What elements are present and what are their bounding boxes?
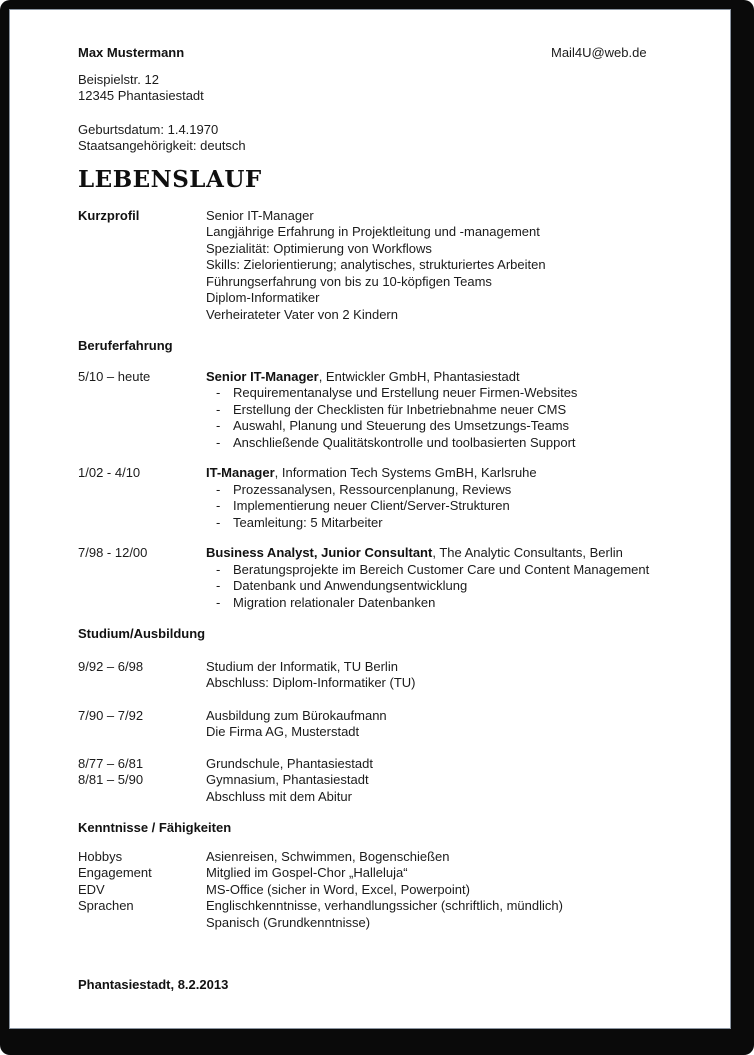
skill-row bbox=[78, 898, 690, 931]
education-period: 7/90 – 7/92 bbox=[78, 707, 144, 723]
nationality: Staatsangehörigkeit: deutsch bbox=[78, 138, 246, 153]
job-title-line bbox=[206, 545, 690, 562]
education-line: Abschluss mit dem Abitur bbox=[206, 788, 352, 804]
job-period: 5/10 – heute bbox=[78, 368, 151, 384]
dash-bullet-icon: - bbox=[216, 578, 221, 593]
skill-value-line: Englischkenntnisse, verhandlungssicher (schriftlich, mündlich) bbox=[206, 898, 563, 913]
education-entry bbox=[78, 772, 690, 805]
kurzprofil-line: Skills: Zielorientierung; analytisches, strukturiertes Arbeiten bbox=[206, 257, 546, 272]
job-period: 7/98 - 12/00 bbox=[78, 545, 148, 560]
email-address: Mail4U@web.de bbox=[551, 45, 647, 60]
job-bullet bbox=[206, 595, 690, 612]
education-period: 9/92 – 6/98 bbox=[78, 658, 144, 674]
skill-label: Hobbys bbox=[78, 848, 123, 864]
skills-block bbox=[78, 849, 690, 932]
address-block bbox=[78, 72, 690, 105]
person-name: Max Mustermann bbox=[78, 45, 185, 60]
job-company: , The Analytic Consultants, Berlin bbox=[432, 545, 623, 560]
job-bullet-text: Requirementanalyse und Erstellung neuer Firmen-Websites bbox=[233, 385, 578, 400]
resume-page bbox=[9, 9, 731, 1029]
job-entry bbox=[78, 465, 690, 531]
job-bullet-text: Auswahl, Planung und Steuerung des Umsetzungs-Teams bbox=[233, 418, 570, 433]
skill-label: Sprachen bbox=[78, 898, 134, 913]
job-bullet-text: Prozessanalysen, Ressourcenplanung, Reviews bbox=[233, 481, 512, 497]
kurzprofil-label: Kurzprofil bbox=[78, 207, 140, 223]
job-company: , Information Tech Systems GmBH, Karlsruhe bbox=[274, 465, 537, 480]
kurzprofil-line: Langjährige Erfahrung in Projektleitung und -management bbox=[206, 224, 540, 239]
job-bullet-text: Implementierung neuer Client/Server-Strukturen bbox=[233, 498, 510, 513]
document-title: LEBENSLAUF bbox=[78, 165, 262, 193]
job-company: , Entwickler GmbH, Phantasiestadt bbox=[318, 368, 520, 384]
job-content bbox=[206, 545, 690, 611]
education-entry bbox=[78, 659, 690, 692]
signature-line: Phantasiestadt, 8.2.2013 bbox=[78, 977, 229, 992]
job-title-line bbox=[206, 465, 690, 482]
education-line: Abschluss: Diplom-Informatiker (TU) bbox=[206, 675, 416, 690]
education-line: Gymnasium, Phantasiestadt bbox=[206, 772, 369, 787]
job-bullet bbox=[206, 498, 690, 515]
skill-value-line: Spanisch (Grundkenntnisse) bbox=[206, 914, 371, 930]
kurzprofil-line: Verheirateter Vater von 2 Kindern bbox=[206, 306, 398, 322]
skill-row bbox=[78, 849, 690, 866]
dash-bullet-icon: - bbox=[216, 561, 221, 577]
job-bullet bbox=[206, 418, 690, 435]
job-bullet-text: Erstellung der Checklisten für Inbetriebnahme neuer CMS bbox=[233, 401, 567, 417]
job-role: Senior IT-Manager bbox=[206, 368, 319, 384]
page-content bbox=[10, 10, 730, 994]
education-line: Grundschule, Phantasiestadt bbox=[206, 755, 373, 771]
section-heading-kenntnisse: Kenntnisse / Fähigkeiten bbox=[78, 820, 232, 835]
job-role: IT-Manager bbox=[206, 465, 275, 480]
skill-label: EDV bbox=[78, 881, 105, 897]
birthdate: Geburtsdatum: 1.4.1970 bbox=[78, 121, 219, 137]
job-bullet-text: Migration relationaler Datenbanken bbox=[233, 594, 436, 610]
personal-data-block bbox=[78, 122, 690, 155]
dash-bullet-icon: - bbox=[216, 481, 221, 497]
dash-bullet-icon: - bbox=[216, 401, 221, 417]
job-bullet bbox=[206, 435, 690, 452]
skill-label: Engagement bbox=[78, 865, 152, 880]
education-line: Studium der Informatik, TU Berlin bbox=[206, 658, 398, 674]
dash-bullet-icon: - bbox=[216, 434, 221, 450]
job-bullet bbox=[206, 385, 690, 402]
skill-value bbox=[206, 898, 690, 931]
job-bullet bbox=[206, 515, 690, 532]
education-content bbox=[206, 772, 690, 805]
header bbox=[78, 45, 690, 62]
skill-value: MS-Office (sicher in Word, Excel, Powerpoint) bbox=[206, 881, 470, 897]
job-bullet-text: Datenbank und Anwendungsentwicklung bbox=[233, 578, 468, 593]
education-period: 8/81 – 5/90 bbox=[78, 772, 144, 787]
address-line: Beispielstr. 12 bbox=[78, 71, 159, 87]
dash-bullet-icon: - bbox=[216, 514, 221, 530]
job-title-line bbox=[206, 369, 690, 386]
education-entry bbox=[78, 756, 690, 773]
job-period: 1/02 - 4/10 bbox=[78, 465, 141, 480]
job-bullet bbox=[206, 402, 690, 419]
education-period: 8/77 – 6/81 bbox=[78, 755, 144, 771]
job-bullet-text: Teamleitung: 5 Mitarbeiter bbox=[233, 514, 383, 530]
dash-bullet-icon: - bbox=[216, 385, 221, 400]
skill-row bbox=[78, 865, 690, 882]
job-bullet bbox=[206, 482, 690, 499]
section-heading-studium: Studium/Ausbildung bbox=[78, 626, 206, 641]
kurzprofil-line: Senior IT-Manager bbox=[206, 207, 314, 223]
job-bullet bbox=[206, 562, 690, 579]
dash-bullet-icon: - bbox=[216, 594, 221, 610]
job-content bbox=[206, 369, 690, 452]
skill-value: Asienreisen, Schwimmen, Bogenschießen bbox=[206, 848, 450, 864]
kurzprofil-line: Spezialität: Optimierung von Workflows bbox=[206, 240, 432, 256]
job-bullet-text: Beratungsprojekte im Bereich Customer Care und Content Management bbox=[233, 561, 650, 577]
job-entry bbox=[78, 545, 690, 611]
education-content bbox=[206, 756, 690, 773]
job-entry bbox=[78, 369, 690, 452]
section-heading-berufserfahrung: Beruferfahrung bbox=[78, 338, 173, 353]
education-content bbox=[206, 708, 690, 741]
kurzprofil-line: Führungserfahrung von bis zu 10-köpfigen Teams bbox=[206, 273, 492, 289]
section-kurzprofil bbox=[78, 208, 690, 324]
job-role: Business Analyst, Junior Consultant bbox=[206, 545, 433, 560]
education-line: Ausbildung zum Bürokaufmann bbox=[206, 707, 387, 723]
job-bullet bbox=[206, 578, 690, 595]
address-line: 12345 Phantasiestadt bbox=[78, 88, 204, 103]
skill-value: Mitglied im Gospel-Chor „Halleluja“ bbox=[206, 865, 408, 880]
job-content bbox=[206, 465, 690, 531]
kurzprofil-content bbox=[206, 208, 690, 324]
education-line: Die Firma AG, Musterstadt bbox=[206, 724, 360, 739]
kurzprofil-line: Diplom-Informatiker bbox=[206, 290, 320, 305]
dash-bullet-icon: - bbox=[216, 498, 221, 513]
job-bullet-text: Anschließende Qualitätskontrolle und toolbasierten Support bbox=[233, 434, 576, 450]
education-content bbox=[206, 659, 690, 692]
education-entry bbox=[78, 708, 690, 741]
dash-bullet-icon: - bbox=[216, 418, 221, 433]
skill-row bbox=[78, 882, 690, 899]
